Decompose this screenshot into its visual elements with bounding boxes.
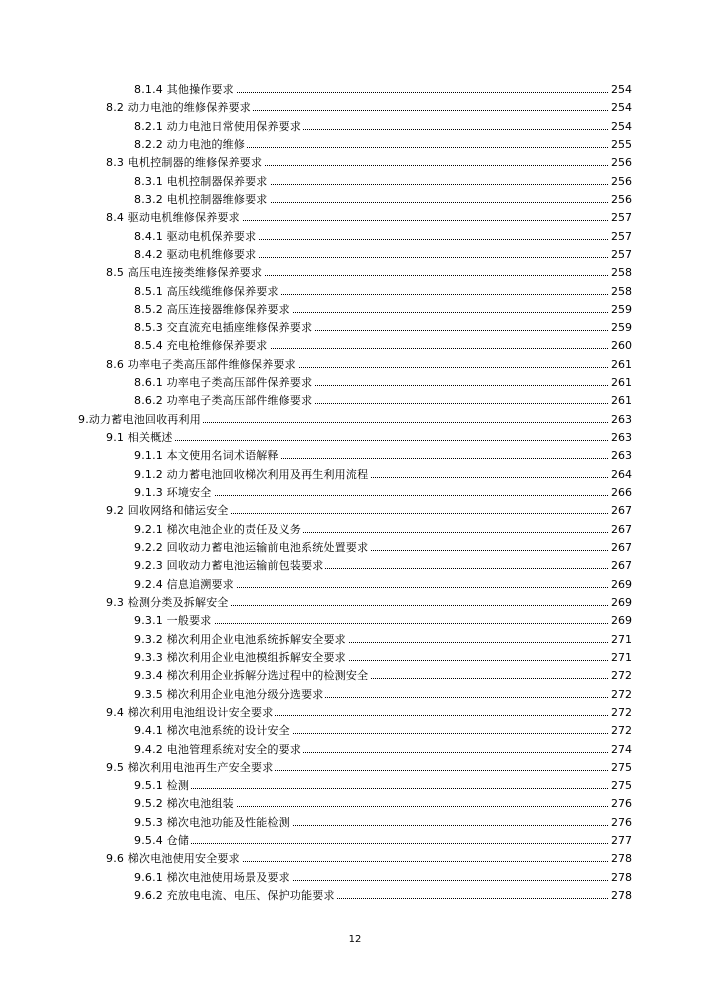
toc-entry-page: 269 — [609, 594, 632, 612]
toc-entry-title: 9.1.1 本文使用名词术语解释 — [134, 447, 281, 465]
toc-entry-page: 259 — [609, 319, 632, 337]
toc-entry-title: 9.2.2 回收动力蓄电池运输前电池系统处置要求 — [134, 539, 370, 557]
toc-entry[interactable] — [0, 557, 710, 575]
toc-entry-page: 267 — [609, 502, 632, 520]
toc-entry-page: 278 — [609, 869, 632, 887]
toc-entry-page: 275 — [609, 759, 632, 777]
toc-entry-title: 9.4 梯次利用电池组设计安全要求 — [106, 704, 275, 722]
toc-entry[interactable] — [0, 759, 710, 777]
toc-entry[interactable] — [0, 429, 710, 447]
toc-entry-title: 8.5 高压电连接类维修保养要求 — [106, 264, 264, 282]
toc-entry-page: 272 — [609, 722, 632, 740]
toc-entry[interactable] — [0, 356, 710, 374]
toc-entry-title: 9.1.2 动力蓄电池回收梯次利用及再生利用流程 — [134, 466, 370, 484]
toc-entry-title: 8.5.1 高压线缆维修保养要求 — [134, 283, 281, 301]
toc-entry[interactable] — [0, 466, 710, 484]
toc-entry[interactable] — [0, 191, 710, 209]
dot-leader — [134, 776, 612, 789]
dot-leader — [134, 831, 612, 844]
toc-entry[interactable] — [0, 283, 710, 301]
toc-entry-page: 267 — [609, 539, 632, 557]
toc-entry[interactable] — [0, 154, 710, 172]
toc-entry-page: 261 — [609, 356, 632, 374]
toc-entry-page: 260 — [609, 337, 632, 355]
toc-entry[interactable] — [0, 246, 710, 264]
toc-entry-title: 9.6.1 梯次电池使用场景及要求 — [134, 869, 292, 887]
toc-entry-title: 9.6.2 充放电电流、电压、保护功能要求 — [134, 887, 337, 905]
toc-entry-page: 257 — [609, 246, 632, 264]
toc-entry-title: 8.3.1 电机控制器保养要求 — [134, 173, 270, 191]
toc-entry[interactable] — [0, 649, 710, 667]
toc-entry-page: 259 — [609, 301, 632, 319]
toc-entry-title: 9.2.4 信息追溯要求 — [134, 576, 236, 594]
toc-entry-page: 263 — [609, 429, 632, 447]
toc-entry[interactable] — [0, 667, 710, 685]
toc-entry-page: 256 — [609, 154, 632, 172]
toc-entry[interactable] — [0, 136, 710, 154]
toc-entry[interactable] — [0, 704, 710, 722]
toc-entry-page: 263 — [609, 447, 632, 465]
toc-entry-title: 9.3.5 梯次利用企业电池分级分选要求 — [134, 686, 325, 704]
toc-entry-page: 271 — [609, 631, 632, 649]
toc-entry[interactable] — [0, 411, 710, 429]
toc-entry-page: 271 — [609, 649, 632, 667]
toc-entry-title: 9.2.1 梯次电池企业的责任及义务 — [134, 521, 303, 539]
toc-entry-title: 9.1.3 环境安全 — [134, 484, 214, 502]
toc-entry[interactable] — [0, 631, 710, 649]
toc-entry-title: 9.3.4 梯次利用企业拆解分选过程中的检测安全 — [134, 667, 370, 685]
toc-entry-title: 9.5.2 梯次电池组装 — [134, 795, 236, 813]
toc-entry-page: 277 — [609, 832, 632, 850]
toc-entry-page: 269 — [609, 612, 632, 630]
toc-entry-page: 266 — [609, 484, 632, 502]
toc-entry-title: 8.1.4 其他操作要求 — [134, 81, 236, 99]
toc-entry[interactable] — [0, 777, 710, 795]
toc-entry-title: 9.3.2 梯次利用企业电池系统拆解安全要求 — [134, 631, 348, 649]
toc-entry[interactable] — [0, 539, 710, 557]
toc-entry-page: 272 — [609, 667, 632, 685]
toc-entry[interactable] — [0, 576, 710, 594]
toc-entry-title: 8.6 功率电子类高压部件维修保养要求 — [106, 356, 298, 374]
toc-entry-page: 267 — [609, 521, 632, 539]
toc-entry-page: 258 — [609, 264, 632, 282]
toc-entry[interactable] — [0, 814, 710, 832]
toc-entry-page: 256 — [609, 191, 632, 209]
toc-entry-title: 8.5.2 高压连接器维修保养要求 — [134, 301, 292, 319]
toc-entry[interactable] — [0, 722, 710, 740]
toc-entry-title: 8.3.2 电机控制器维修要求 — [134, 191, 270, 209]
toc-entry-title: 8.5.3 交直流充电插座维修保养要求 — [134, 319, 314, 337]
toc-entry-title: 9.2.3 回收动力蓄电池运输前包装要求 — [134, 557, 325, 575]
toc-entry[interactable] — [0, 173, 710, 191]
toc-entry[interactable] — [0, 301, 710, 319]
toc-entry[interactable] — [0, 264, 710, 282]
toc-entry-page: 267 — [609, 557, 632, 575]
page-number: 12 — [348, 934, 362, 945]
toc-entry[interactable] — [0, 686, 710, 704]
toc-entry[interactable] — [0, 81, 710, 99]
toc-entry-title: 8.6.1 功率电子类高压部件保养要求 — [134, 374, 314, 392]
toc-entry[interactable] — [0, 118, 710, 136]
toc-entry-title: 8.6.2 功率电子类高压部件维修要求 — [134, 392, 314, 410]
toc-entry-title: 9.4.1 梯次电池系统的设计安全 — [134, 722, 292, 740]
toc-entry-page: 258 — [609, 283, 632, 301]
toc-entry-title: 9.3.3 梯次利用企业电池模组拆解安全要求 — [134, 649, 348, 667]
toc-entry[interactable] — [0, 99, 710, 117]
toc-entry-page: 278 — [609, 850, 632, 868]
toc-entry-title: 9.3 检测分类及拆解安全 — [106, 594, 231, 612]
toc-entry[interactable] — [0, 832, 710, 850]
toc-entry-page: 272 — [609, 686, 632, 704]
toc-entry-page: 269 — [609, 576, 632, 594]
toc-entry[interactable] — [0, 502, 710, 520]
toc-entry[interactable] — [0, 374, 710, 392]
toc-entry[interactable] — [0, 887, 710, 905]
toc-entry[interactable] — [0, 612, 710, 630]
toc-entry[interactable] — [0, 521, 710, 539]
toc-entry-title: 8.5.4 充电枪维修保养要求 — [134, 337, 270, 355]
toc-entry-title: 8.2.2 动力电池的维修 — [134, 136, 247, 154]
toc-entry[interactable] — [0, 209, 710, 227]
toc-entry-title: 9.2 回收网络和储运安全 — [106, 502, 231, 520]
toc-entry-page: 254 — [609, 118, 632, 136]
toc-entry[interactable] — [0, 447, 710, 465]
toc-entry-page: 276 — [609, 814, 632, 832]
toc-entry-page: 272 — [609, 704, 632, 722]
toc-entry-page: 256 — [609, 173, 632, 191]
toc-entry-page: 275 — [609, 777, 632, 795]
toc-entry-page: 261 — [609, 392, 632, 410]
toc-entry-page: 261 — [609, 374, 632, 392]
toc-entry-title: 9.5.1 检测 — [134, 777, 191, 795]
toc-entry-page: 278 — [609, 887, 632, 905]
toc-entry[interactable] — [0, 484, 710, 502]
toc-entry-title: 9.动力蓄电池回收再利用 — [78, 411, 203, 429]
toc-entry-title: 9.1 相关概述 — [106, 429, 175, 447]
toc-entry-title: 8.4.2 驱动电机维修要求 — [134, 246, 258, 264]
toc-entry-title: 8.4.1 驱动电机保养要求 — [134, 228, 258, 246]
toc-entry-title: 8.4 驱动电机维修保养要求 — [106, 209, 242, 227]
toc-entry-page: 274 — [609, 741, 632, 759]
toc-entry-title: 9.3.1 一般要求 — [134, 612, 214, 630]
toc-entry[interactable] — [0, 392, 710, 410]
toc-entry-page: 255 — [609, 136, 632, 154]
toc-entry-title: 9.4.2 电池管理系统对安全的要求 — [134, 741, 303, 759]
toc-entry-page: 257 — [609, 209, 632, 227]
toc-entry-page: 257 — [609, 228, 632, 246]
toc-entry-page: 254 — [609, 81, 632, 99]
toc-entry-page: 263 — [609, 411, 632, 429]
toc-entry[interactable] — [0, 337, 710, 355]
toc-entry[interactable] — [0, 319, 710, 337]
toc-entry[interactable] — [0, 741, 710, 759]
toc-entry-page: 276 — [609, 795, 632, 813]
toc-entry-title: 9.6 梯次电池使用安全要求 — [106, 850, 242, 868]
toc-entry[interactable] — [0, 795, 710, 813]
toc-entry-page: 254 — [609, 99, 632, 117]
toc-entry-title: 8.2 动力电池的维修保养要求 — [106, 99, 253, 117]
toc-entry[interactable] — [0, 594, 710, 612]
toc-entry-page: 264 — [609, 466, 632, 484]
dot-leader — [106, 428, 612, 441]
toc-entry[interactable] — [0, 869, 710, 887]
toc-entry-title: 8.3 电机控制器的维修保养要求 — [106, 154, 264, 172]
toc-entry-title: 9.5 梯次利用电池再生产安全要求 — [106, 759, 275, 777]
toc-entry-title: 9.5.4 仓储 — [134, 832, 191, 850]
toc-entry[interactable] — [0, 228, 710, 246]
toc-entry[interactable] — [0, 850, 710, 868]
toc-entry-title: 8.2.1 动力电池日常使用保养要求 — [134, 118, 303, 136]
toc-entry-title: 9.5.3 梯次电池功能及性能检测 — [134, 814, 292, 832]
